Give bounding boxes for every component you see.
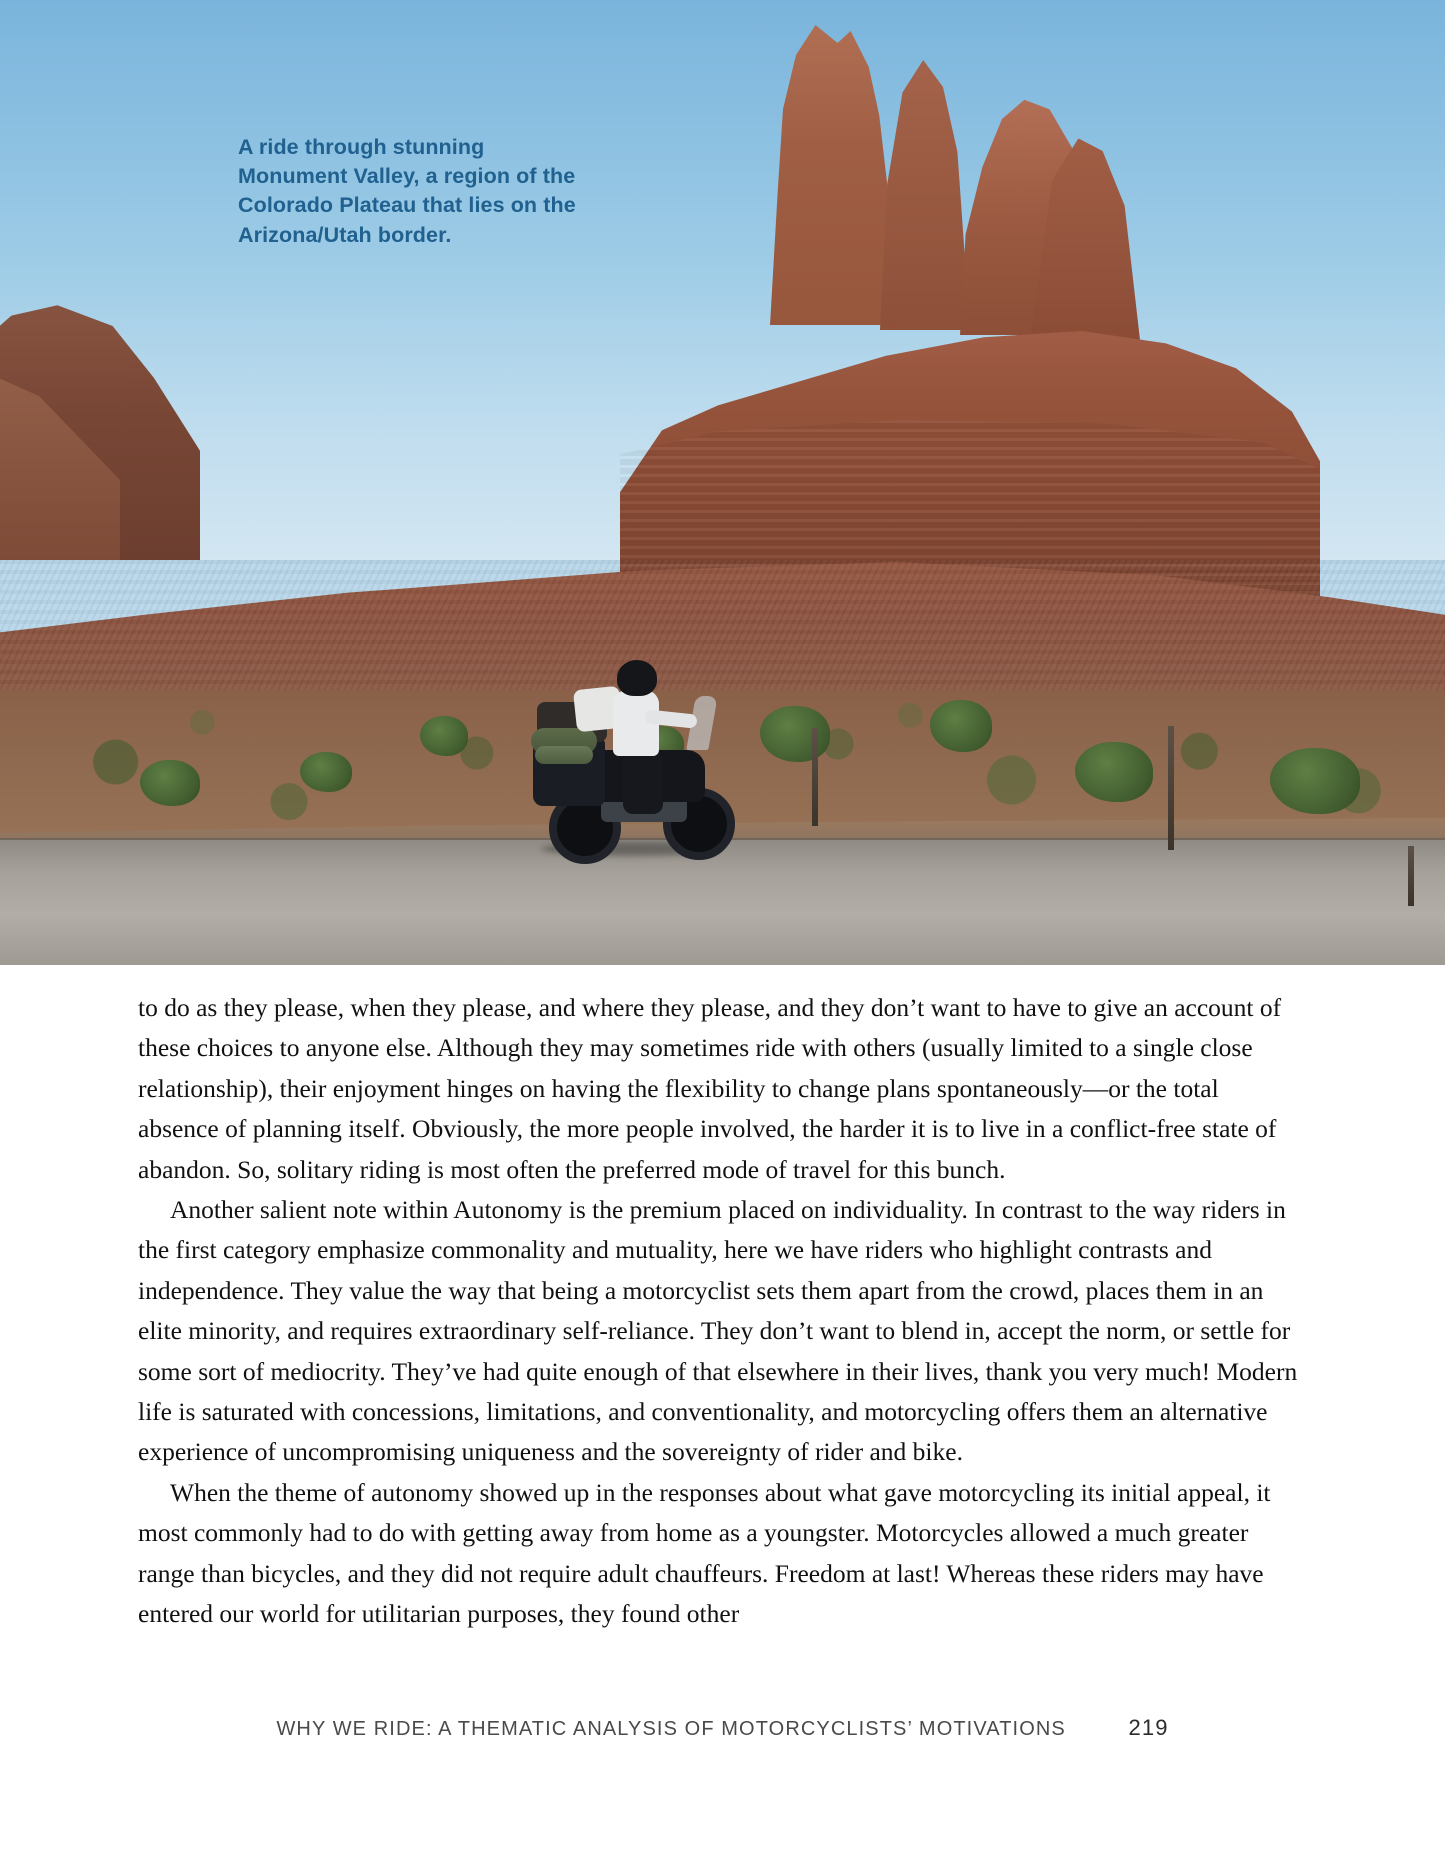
body-text-column	[138, 988, 1302, 1635]
shrub	[930, 700, 992, 752]
running-head: WHY WE RIDE: A THEMATIC ANALYSIS OF MOTORCYCLISTS’ MOTIVATIONS	[276, 1718, 1066, 1740]
motorcycle-with-rider	[505, 660, 735, 910]
fence-post	[812, 728, 818, 826]
fence-post	[1408, 846, 1414, 906]
bedroll-secondary	[535, 746, 593, 764]
photo-caption: A ride through stunning Monument Valley, a region of the Colorado Plateau that lies on the Arizona/Utah border.	[238, 135, 576, 247]
shrub	[1270, 748, 1360, 814]
body-paragraph-3: When the theme of autonomy showed up in the responses about what gave motorcycling its initial appeal, it most commonly had to do with getting away from home as a youngster. Motorcycles allowed a much greater range than bicycles, and they did not require adult chauffeurs. Freedom at last! Whereas these riders may have entered our world for utilitarian purposes, they found other	[138, 1477, 1271, 1629]
page-text-area	[0, 965, 1445, 1858]
body-paragraph-2: Another salient note within Autonomy is the premium placed on individuality. In contrast to the way riders in the first category emphasize commonality and mutuality, here we have riders who highlight contrasts and independence. They value the way that being a motorcyclist sets them apart from the crowd, places them in an elite minority, and requires extraordinary self-reliance. They don’t want to blend in, accept the norm, or settle for some sort of mediocrity. They’ve had quite enough of that elsewhere in their lives, thank you very much! Modern life is saturated with concessions, limitations, and conventionality, and motorcycling offers them an alternative experience of uncompromising uniqueness and the sovereignty of rider and bike.	[138, 1195, 1298, 1467]
shrub	[300, 752, 352, 792]
page-footer	[0, 1715, 1445, 1741]
fence-post	[1168, 726, 1174, 850]
page-number: 219	[1128, 1715, 1169, 1740]
shrub	[140, 760, 200, 806]
shrub	[420, 716, 468, 756]
body-paragraph-1: to do as they please, when they please, and where they please, and they don’t want to have to give an account of these choices to anyone else. Although they may sometimes ride with others (usually limited to a single close relationship), their enjoyment hinges on having the flexibility to change plans spontaneously—or the total absence of planning itself. Obviously, the more people involved, the harder it is to live in a conflict-free state of abandon. So, solitary riding is most often the preferred mode of travel for this bunch.	[138, 993, 1282, 1184]
rider-legs	[623, 752, 663, 814]
rider-helmet	[617, 660, 657, 696]
shrub	[760, 706, 830, 762]
shrub	[1075, 742, 1153, 802]
